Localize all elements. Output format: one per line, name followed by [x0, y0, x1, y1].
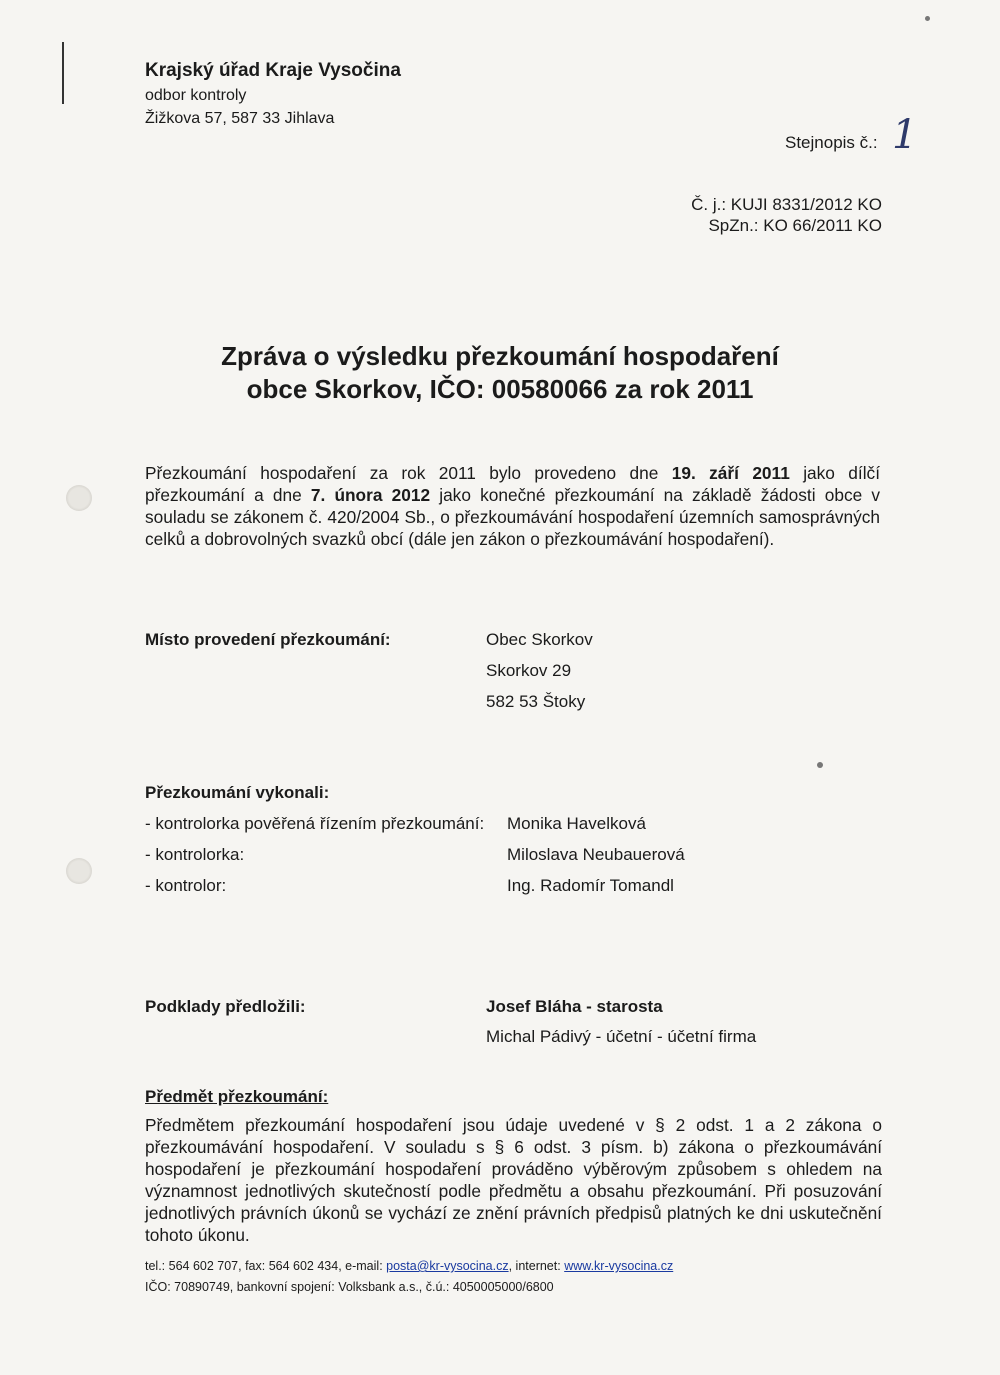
- inspectors-label: Přezkoumání vykonali:: [145, 783, 330, 802]
- footer-contact-mid: , internet:: [508, 1259, 565, 1273]
- footer-email-link[interactable]: posta@kr-vysocina.cz: [386, 1259, 509, 1273]
- documents-label: Podklady předložili:: [145, 997, 306, 1016]
- footer-bank-line: IČO: 70890749, bankovní spojení: Volksbank a.s., č.ú.: 4050005000/6800: [145, 1280, 554, 1294]
- reference-number: Č. j.: KUJI 8331/2012 KO: [691, 195, 882, 214]
- document-title: [0, 340, 1000, 406]
- punch-hole-bottom: [66, 858, 92, 884]
- subject-heading: Předmět přezkoumání:: [145, 1087, 329, 1106]
- org-department: odbor kontroly: [145, 87, 247, 104]
- inspector-role: - kontrolor:: [145, 876, 227, 895]
- org-name: Krajský úřad Kraje Vysočina: [145, 60, 401, 81]
- intro-date-2: 7. února 2012: [310, 485, 431, 505]
- subject-paragraph: Předmětem přezkoumání hospodaření jsou údaje uvedené v § 2 odst. 1 a 2 zákona o přezkoumávání hospodaření. V souladu s § 6 odst. 3 písm. b) zákona o přezkoumávání hospodaření je přezkoumání hospodaření prováděno výběrovým způsobem s ohledem na významnost jednotlivých skutečností podle předmětu a obsahu přezkoumání. Při posuzování jednotlivých právních úkonů se vychází ze znění právních předpisů platných ke dni uskutečnění tohoto úkonu.: [145, 1115, 882, 1245]
- intro-text-2: jako dílčí přezkoumání a dne: [145, 463, 881, 505]
- documents-person-1: Josef Bláha - starosta: [486, 997, 663, 1016]
- copy-label: Stejnopis č.:: [785, 133, 878, 152]
- footer-web-link[interactable]: www.kr-vysocina.cz: [564, 1259, 674, 1273]
- inspector-name: Monika Havelková: [507, 814, 646, 833]
- title-line-1: Zpráva o výsledku přezkoumání hospodaření: [221, 341, 779, 371]
- reference-block: [691, 194, 882, 236]
- copy-number-handwritten: 1: [892, 112, 918, 158]
- location-line-2: Skorkov 29: [486, 661, 572, 680]
- inspector-role: - kontrolorka:: [145, 845, 245, 864]
- intro-text-3: jako konečné přezkoumání na základě žádosti obce v souladu se zákonem č. 420/2004 Sb., o přezkoumávání hospodaření územních samosprávných celků a dobrovolných svazků obcí (dále jen zákon o přezkoumávání hospodaření).: [145, 485, 880, 549]
- intro-paragraph: [145, 462, 880, 550]
- speck: [817, 762, 823, 768]
- speck: [925, 16, 930, 21]
- file-number: SpZn.: KO 66/2011 KO: [708, 216, 882, 235]
- documents-person-2: Michal Pádivý - účetní - účetní firma: [486, 1027, 757, 1046]
- inspector-name: Miloslava Neubauerová: [507, 845, 685, 864]
- org-address: Žižkova 57, 587 33 Jihlava: [145, 110, 335, 127]
- location-line-3: 582 53 Štoky: [486, 692, 586, 711]
- intro-date-1: 19. září 2011: [671, 463, 790, 483]
- inspector-role: - kontrolorka pověřená řízením přezkoumání:: [145, 814, 485, 833]
- punch-hole-top: [66, 485, 92, 511]
- location-label: Místo provedení přezkoumání:: [145, 630, 391, 649]
- title-line-2: obce Skorkov, IČO: 00580066 za rok 2011: [246, 374, 754, 404]
- footer-contact-prefix: tel.: 564 602 707, fax: 564 602 434, e-mail:: [145, 1259, 387, 1273]
- inspector-name: Ing. Radomír Tomandl: [507, 876, 674, 895]
- footer-contact-line: [145, 1259, 673, 1273]
- intro-text-1: Přezkoumání hospodaření za rok 2011 bylo provedeno dne: [145, 463, 672, 483]
- location-line-1: Obec Skorkov: [486, 630, 593, 649]
- margin-line: [62, 42, 64, 104]
